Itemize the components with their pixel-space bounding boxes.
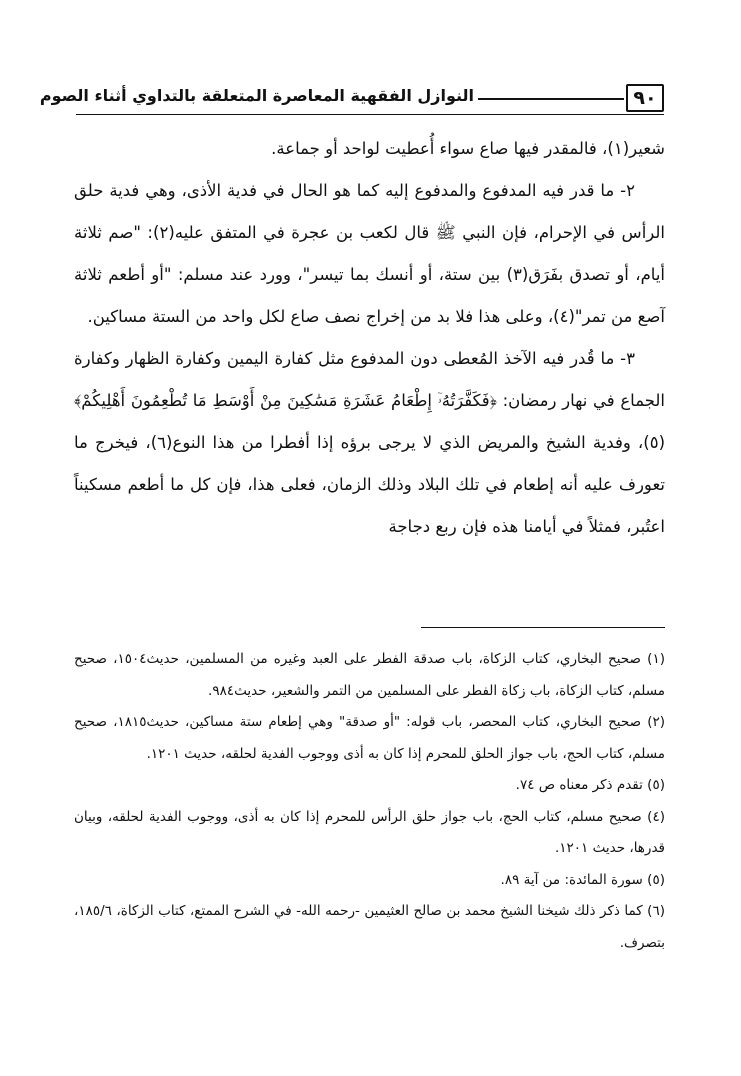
footnote <box>74 644 665 707</box>
footnote <box>74 896 665 959</box>
footnotes <box>74 644 665 959</box>
footnote-text: صحيح مسلم، كتاب الحج، باب جواز حلق الرأس للمحرم إذا كان به أذى، ووجوب الفدية لحلقه، وبيان قدرها، حديث ١٢٠١. <box>74 808 665 856</box>
footnote <box>74 707 665 770</box>
footnote-text: صحيح البخاري، كتاب المحصر، باب قوله: "أو صدقة" وهي إطعام ستة مساكين، حديث١٨١٥، صحيح مسلم، كتاب الحج، باب جواز الحلق للمحرم إذا كان به أذى ووجوب الفدية لحلقه، حديث ١٢٠١. <box>74 714 665 762</box>
footnote-marker: (٤) <box>647 808 665 825</box>
footnote-text: صحيح البخاري، كتاب الزكاة، باب صدقة الفطر على العبد وغيره من المسلمين، حديث١٥٠٤، صحيح مسلم، كتاب الزكاة، باب زكاة الفطر على المسلمين من التمر والشعير، حديث٩٨٤. <box>74 651 665 699</box>
paragraph: ٣- ما قُدر فيه الآخذ المُعطى دون المدفوع مثل كفارة اليمين وكفارة الظهار وكفارة الجماع في نهار رمضان: ﴿فَكَفَّرَتُهُۥٓ إِطْعَامُ عَشَرَةِ مَسَٰكِينَ مِنْ أَوْسَطِ مَا تُطْعِمُونَ أَهْلِيكُمْ﴾(٥)، وفدية الشيخ والمريض الذي لا يرجى برؤه إذا أفطرا من هذا النوع(٦)، فيخرج ما تعورف عليه أنه إطعام في تلك البلاد وذلك الزمان، فعلى هذا، فإن كل ما أطعم مسكيناً اعتُبر، فمثلاً في أيامنا هذه فإن ربع دجاجة <box>74 349 666 536</box>
paragraph: شعير(١)، فالمقدر فيها صاع سواء أُعطيت لواحد أو جماعة. <box>271 139 665 158</box>
footnote-text: تقدم ذكر معناه ص ٧٤. <box>515 777 643 793</box>
header-rule <box>478 98 624 100</box>
footnote-text: سورة المائدة: من آية ٨٩. <box>500 871 643 888</box>
running-header <box>39 84 664 116</box>
footnote-separator <box>421 627 665 628</box>
footnote-marker: (٢) <box>647 714 666 730</box>
page-number: ٩٠ <box>626 84 664 112</box>
footnote-marker: (٥) <box>647 871 665 888</box>
main-text <box>74 128 665 548</box>
footnote-marker: (٦) <box>647 903 665 919</box>
footnote <box>74 770 665 802</box>
footnote <box>74 865 665 897</box>
footnote <box>74 802 665 865</box>
paragraph: ٢- ما قدر فيه المدفوع والمدفوع إليه كما هو الحال في فدية الأذى، وهي فدية حلق الرأس في الإحرام، فإن النبي ﷺ قال لكعب بن عجرة في المتفق عليه(٢): "صم ثلاثة أيام، أو تصدق بفَرَق(٣) بين ستة، أو أنسك بما تيسر"، وورد عند مسلم: "أو أطعم ثلاثة آصع من تمر"(٤)، وعلى هذا فلا بد من إخراج نصف صاع لكل واحد من الستة مساكين. <box>74 181 665 326</box>
footnote-marker: (١) <box>647 651 665 667</box>
footnote-text: كما ذكر ذلك شيخنا الشيخ محمد بن صالح العثيمين -رحمه الله- في الشرح الممتع، كتاب الزكاة، ١٨٥/٦، بتصرف. <box>74 903 665 951</box>
header-underline <box>76 114 664 115</box>
running-title: النوازل الفقهية المعاصرة المتعلقة بالتداوي أثناء الصوم <box>39 86 474 105</box>
footnote-marker: (٥) <box>647 777 665 793</box>
